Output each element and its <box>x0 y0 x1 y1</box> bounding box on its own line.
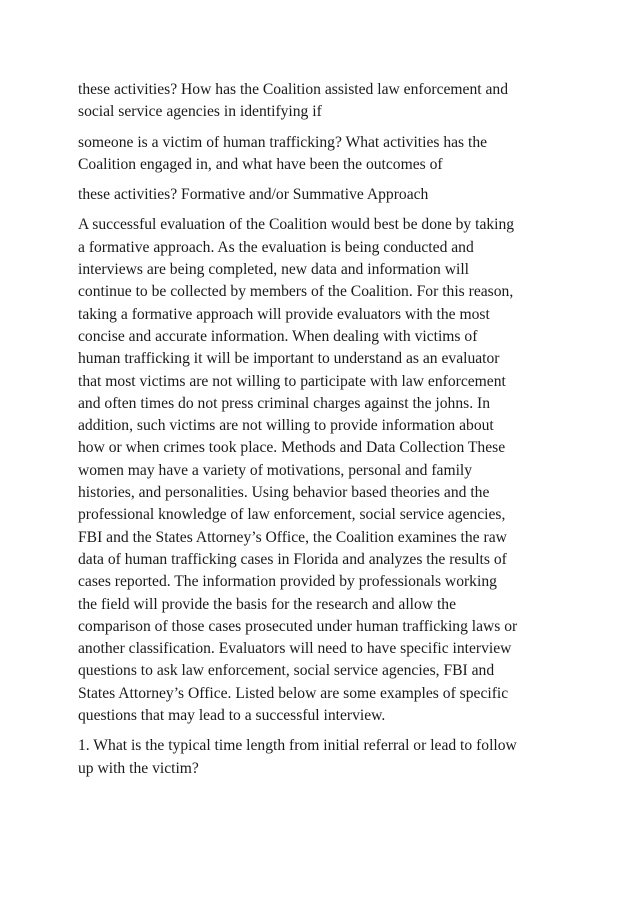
text-line: women may have a variety of motivations, personal and family <box>78 461 473 479</box>
text-line: concise and accurate information. When dealing with victims of <box>78 327 478 345</box>
text-line: human trafficking it will be important to understand as an evaluator <box>78 350 500 368</box>
text-line: social service agencies in identifying if <box>78 103 322 121</box>
text-line: A successful evaluation of the Coalition would best be done by taking <box>78 216 515 234</box>
paragraph-victim-question <box>78 132 568 177</box>
text-line: FBI and the States Attorney’s Office, the Coalition examines the raw <box>78 528 507 546</box>
text-line: States Attorney’s Office. Listed below are some examples of specific <box>78 684 509 702</box>
text-line: questions that may lead to a successful interview. <box>78 707 386 725</box>
text-line: continue to be collected by members of the Coalition. For this reason, <box>78 283 514 301</box>
text-line: taking a formative approach will provide evaluators with the most <box>78 305 490 323</box>
paragraph-question-1 <box>78 735 568 780</box>
paragraph-formative-evaluation <box>78 214 568 727</box>
text-line: these activities? How has the Coalition assisted law enforcement and <box>78 81 509 98</box>
text-line: up with the victim? <box>78 759 199 777</box>
document-body <box>78 79 568 788</box>
text-line: the field will provide the basis for the research and allow the <box>78 595 457 613</box>
text-line: professional knowledge of law enforcement, social service agencies, <box>78 506 506 524</box>
text-line: data of human trafficking cases in Florida and analyzes the results of <box>78 550 507 568</box>
text-line: addition, such victims are not willing to provide information about <box>78 417 494 435</box>
text-line: histories, and personalities. Using behavior based theories and the <box>78 484 490 502</box>
text-line: 1. What is the typical time length from initial referral or lead to follow <box>78 737 517 755</box>
text-line: and often times do not press criminal charges against the johns. In <box>78 394 490 412</box>
paragraph-approach-heading <box>78 184 568 206</box>
text-line: questions to ask law enforcement, social service agencies, FBI and <box>78 662 495 680</box>
text-line: a formative approach. As the evaluation is being conducted and <box>78 238 474 256</box>
text-line: these activities? Formative and/or Summative Approach <box>78 186 429 204</box>
text-line: cases reported. The information provided by professionals working <box>78 573 497 591</box>
text-line: how or when crimes took place. Methods and Data Collection These <box>78 439 506 457</box>
text-line: another classification. Evaluators will need to have specific interview <box>78 640 512 658</box>
text-line: Coalition engaged in, and what have been the outcomes of <box>78 155 443 173</box>
text-line: comparison of those cases prosecuted under human trafficking laws or <box>78 617 518 635</box>
text-line: someone is a victim of human trafficking? What activities has the <box>78 133 488 151</box>
text-line: that most victims are not willing to participate with law enforcement <box>78 372 506 390</box>
paragraph-intro-question <box>78 79 568 124</box>
text-line: interviews are being completed, new data and information will <box>78 261 470 279</box>
